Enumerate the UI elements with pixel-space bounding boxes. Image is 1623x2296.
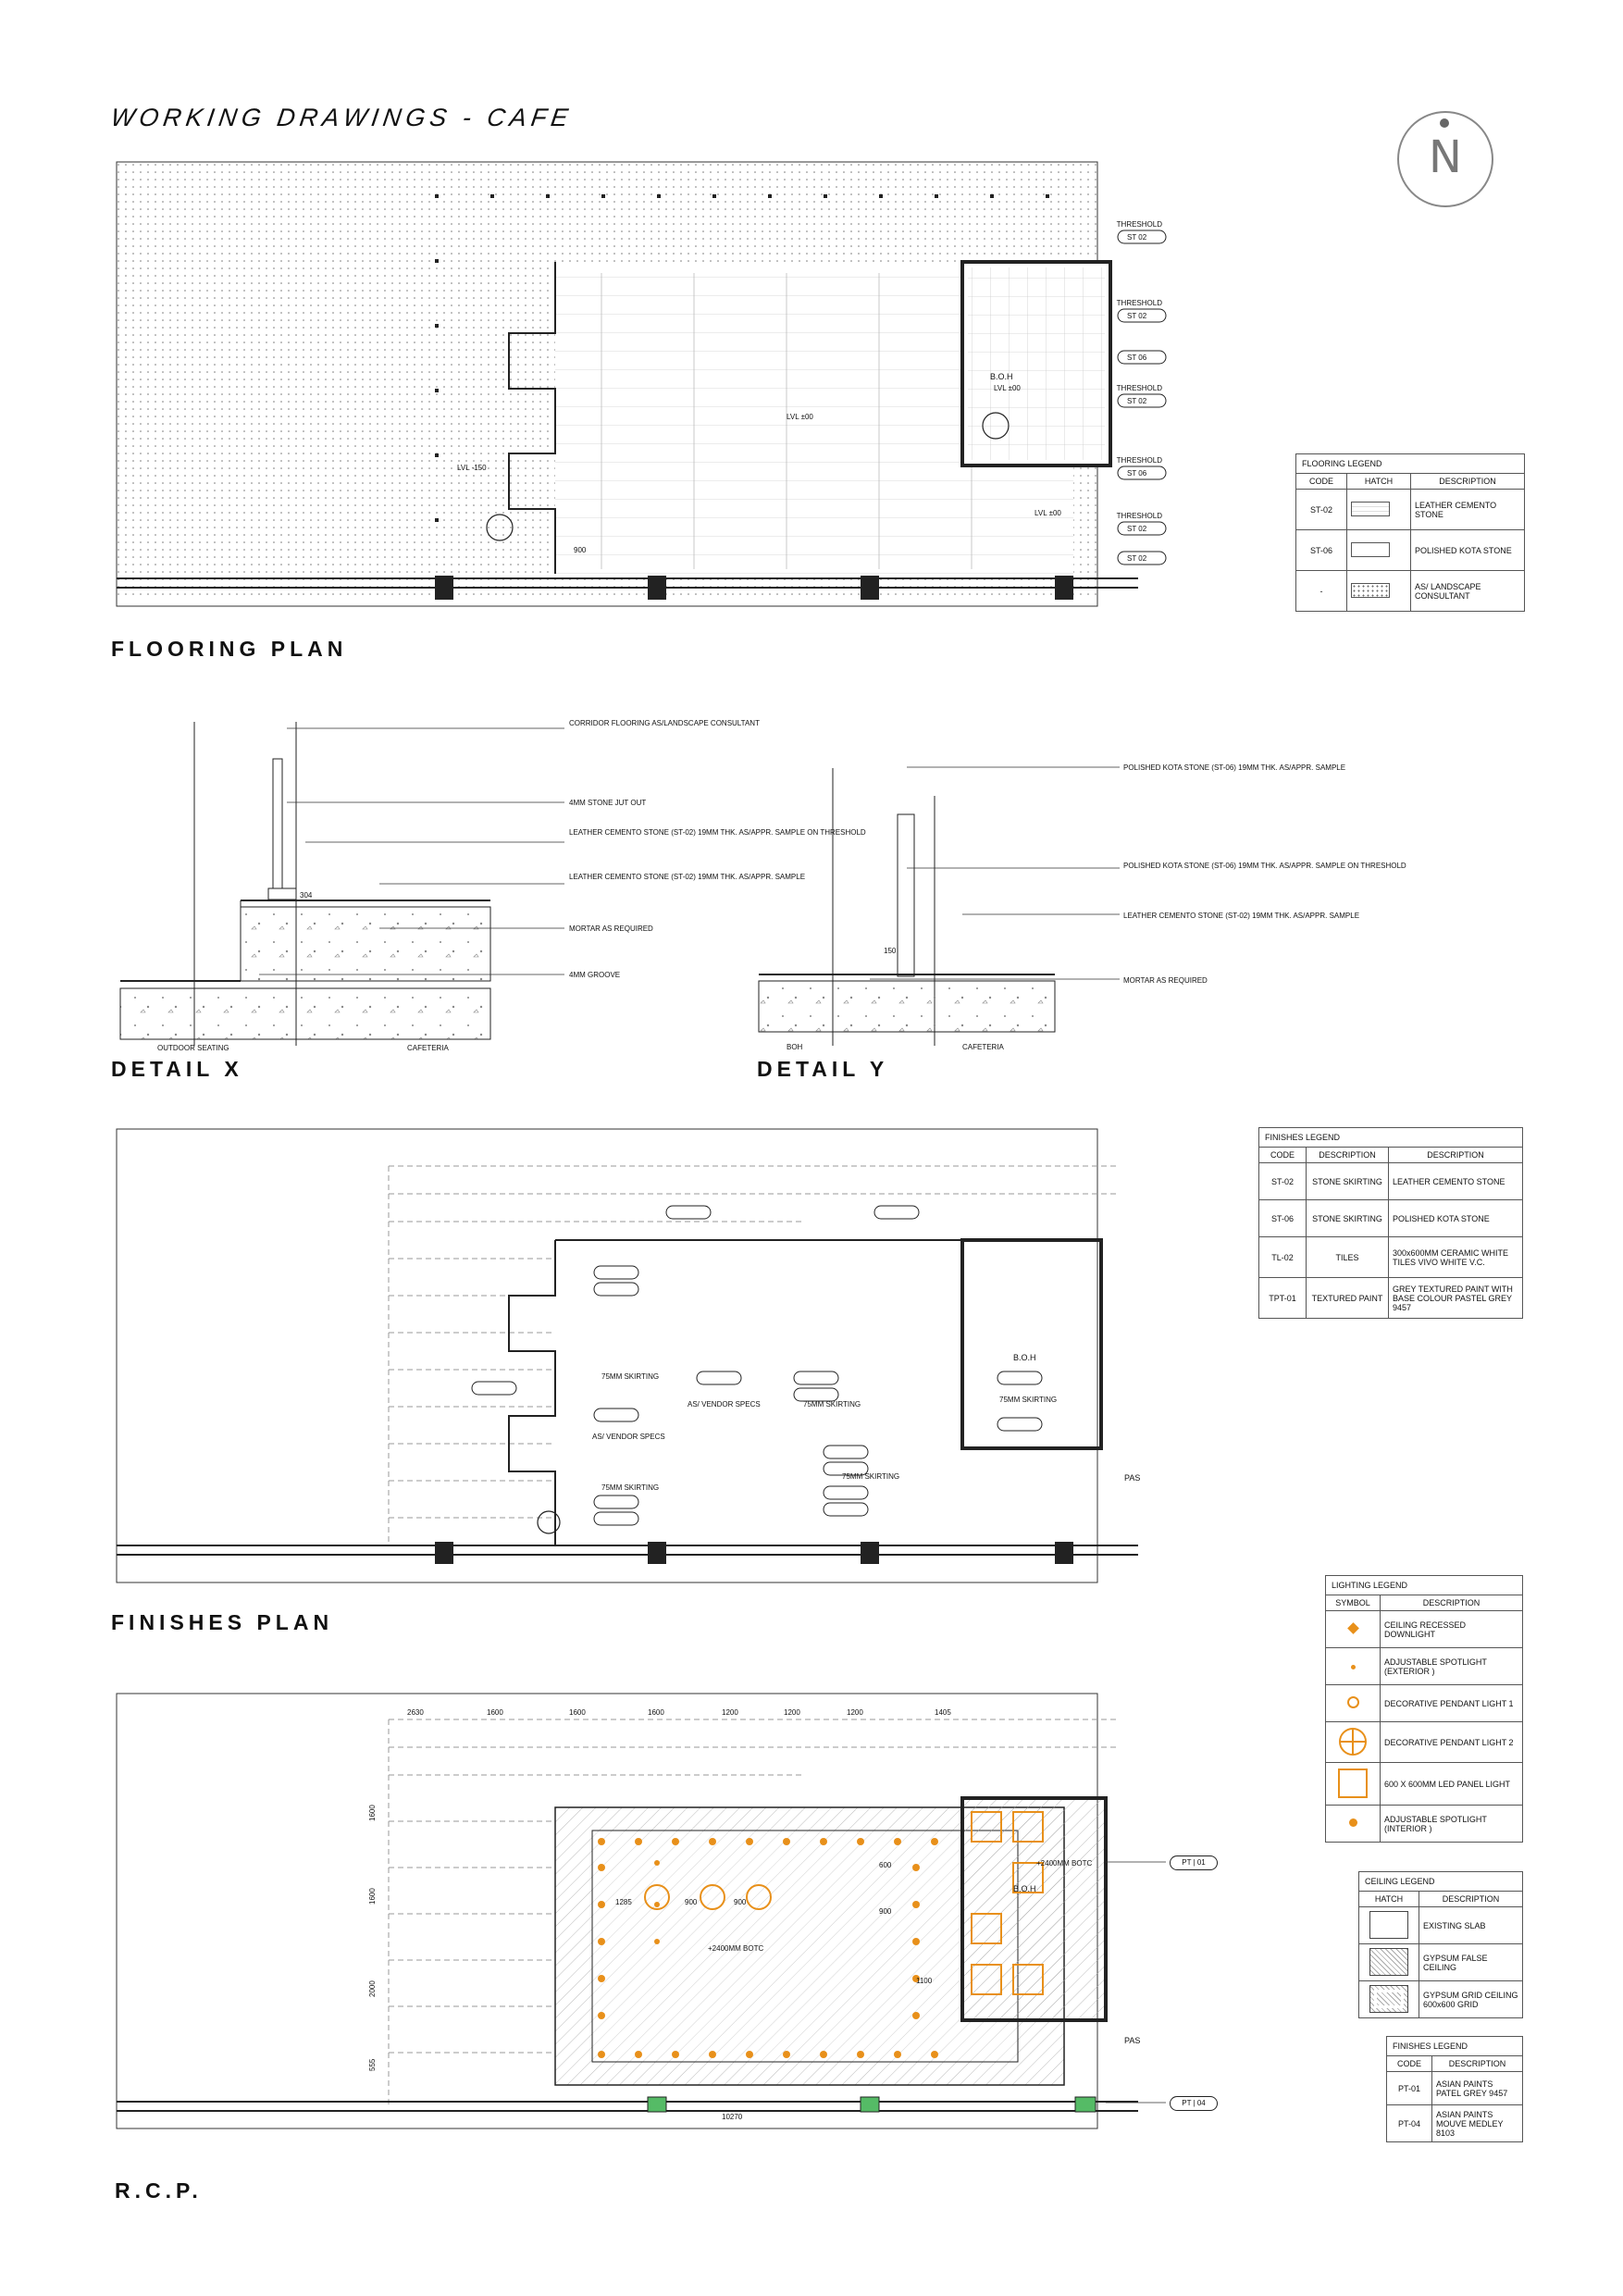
rcp-finishes-legend-code: PT-01: [1387, 2072, 1432, 2105]
flooring-legend-description: POLISHED KOTA STONE: [1411, 530, 1525, 571]
flooring-threshold-tag: [1117, 456, 1166, 479]
north-letter: N: [1429, 131, 1462, 183]
dot-hatch-swatch-icon: [1351, 583, 1390, 598]
flooring-legend-description: AS/ LANDSCAPE CONSULTANT: [1411, 571, 1525, 612]
interior-spotlight-mark: [598, 1938, 605, 1945]
flooring-legend-description: LEATHER CEMENTO STONE: [1411, 490, 1525, 530]
downlight-diamond-icon: [1347, 1622, 1359, 1634]
flooring-legend-code: -: [1296, 571, 1347, 612]
interior-spotlight-icon: [1349, 1818, 1357, 1827]
interior-spotlight-mark: [857, 1838, 864, 1845]
rcp-left-dim: 1600: [368, 1805, 377, 1821]
interior-spotlight-mark: [635, 2051, 642, 2058]
rcp-inner-dim: 900: [879, 1907, 892, 1916]
threshold-label: THRESHOLD: [1116, 220, 1162, 229]
finishes-legend-title: FINISHES LEGEND: [1259, 1128, 1523, 1148]
detail-x-right-label: CAFETERIA: [407, 1044, 449, 1052]
north-arrow-icon: [1397, 111, 1493, 207]
finishes-skirting-note: 75MM SKIRTING: [601, 1372, 660, 1381]
detail-y-right-label: CAFETERIA: [962, 1043, 1004, 1051]
finishes-legend-code: ST-02: [1259, 1163, 1307, 1200]
lighting-legend-description: DECORATIVE PENDANT LIGHT 2: [1381, 1722, 1523, 1763]
flooring-bottom-level: LVL ±00: [1035, 509, 1061, 517]
rcp-drawing: [102, 1673, 1166, 2154]
finishes-skirting-note: 75MM SKIRTING: [601, 1483, 660, 1492]
interior-spotlight-mark: [598, 1975, 605, 1982]
finishes-boh-label: B.O.H: [1013, 1353, 1036, 1362]
flooring-legend-header: CODE: [1296, 474, 1347, 490]
finishes-pas-label: PAS: [1124, 1473, 1141, 1483]
interior-spotlight-mark: [598, 1901, 605, 1908]
interior-spotlight-mark: [598, 2051, 605, 2058]
interior-spotlight-mark: [931, 1838, 938, 1845]
flooring-plan-title: FLOORING PLAN: [111, 637, 348, 661]
detail-x-dimension: 304: [300, 891, 313, 900]
slab-hatch-icon: [1369, 1911, 1408, 1939]
interior-spotlight-mark: [709, 1838, 716, 1845]
rcp-top-dim: 2630: [407, 1708, 424, 1717]
threshold-label: THRESHOLD: [1116, 512, 1162, 520]
detail-y-dimension: 150: [884, 947, 897, 955]
lighting-legend-description: CEILING RECESSED DOWNLIGHT: [1381, 1611, 1523, 1648]
flooring-main-level: LVL ±00: [787, 413, 813, 421]
finishes-plan-drawing: [102, 1111, 1166, 1592]
lighting-legend-description: ADJUSTABLE SPOTLIGHT (INTERIOR ): [1381, 1806, 1523, 1843]
rcp-finishes-legend-header: CODE: [1387, 2056, 1432, 2072]
detail-x-note: 4MM GROOVE: [569, 971, 621, 979]
exterior-spotlight-icon: [1351, 1665, 1356, 1669]
flooring-legend-header: HATCH: [1347, 474, 1411, 490]
interior-spotlight-mark: [672, 1838, 679, 1845]
detail-x-left-label: OUTDOOR SEATING: [157, 1044, 229, 1052]
detail-y-title: DETAIL Y: [757, 1057, 889, 1081]
threshold-label: THRESHOLD: [1116, 456, 1162, 465]
finishes-tag: [472, 1206, 1042, 1525]
interior-spotlight-mark: [857, 2051, 864, 2058]
detail-y-note: LEATHER CEMENTO STONE (ST-02) 19MM THK. AS/APPR. SAMPLE: [1123, 912, 1360, 920]
finishes-legend-code: TPT-01: [1259, 1278, 1307, 1319]
rcp-bottom-dim: 10270: [722, 2113, 743, 2121]
interior-spotlight-mark: [894, 2051, 901, 2058]
flooring-legend-header: DESCRIPTION: [1411, 474, 1525, 490]
pendant-ring-icon: [1347, 1696, 1359, 1708]
interior-spotlight-mark: [912, 1901, 920, 1908]
flooring-legend-code: ST-02: [1296, 490, 1347, 530]
rcp-main-ceiling: +2400MM BOTC: [708, 1944, 764, 1953]
rcp-top-dim: 1200: [847, 1708, 863, 1717]
rcp-finishes-legend-description: ASIAN PAINTS MOUVE MEDLEY 8103: [1432, 2105, 1523, 2142]
interior-spotlight-mark: [746, 2051, 753, 2058]
detail-y-drawing: [750, 759, 1406, 1055]
flooring-boh-label: B.O.H: [990, 372, 1013, 381]
flooring-legend: [1295, 453, 1525, 612]
finishes-legend-type: STONE SKIRTING: [1307, 1163, 1389, 1200]
flooring-plan-drawing: [102, 148, 1166, 629]
lighting-legend-header: DESCRIPTION: [1381, 1595, 1523, 1611]
lighting-legend-description: ADJUSTABLE SPOTLIGHT (EXTERIOR ): [1381, 1648, 1523, 1685]
ceiling-legend-description: GYPSUM GRID CEILING 600x600 GRID: [1419, 1981, 1523, 2018]
interior-spotlight-mark: [598, 1838, 605, 1845]
rcp-finishes-legend-header: DESCRIPTION: [1432, 2056, 1523, 2072]
interior-spotlight-mark: [912, 1938, 920, 1945]
flooring-legend-title: FLOORING LEGEND: [1296, 454, 1525, 474]
finishes-legend-code: ST-06: [1259, 1200, 1307, 1237]
interior-spotlight-mark: [894, 1838, 901, 1845]
flooring-threshold-tag: [1117, 512, 1166, 535]
finishes-legend: [1258, 1127, 1523, 1319]
threshold-code: ST 02: [1127, 554, 1147, 563]
exterior-spotlight-mark: [654, 1902, 660, 1907]
interior-spotlight-mark: [672, 2051, 679, 2058]
interior-spotlight-mark: [931, 2051, 938, 2058]
ceiling-legend-header: HATCH: [1359, 1892, 1419, 1907]
detail-x-title: DETAIL X: [111, 1057, 243, 1081]
interior-spotlight-mark: [746, 1838, 753, 1845]
rcp-pt-num: 04: [1196, 2099, 1206, 2107]
rcp-finishes-legend-description: ASIAN PAINTS PATEL GREY 9457: [1432, 2072, 1523, 2105]
threshold-label: THRESHOLD: [1116, 299, 1162, 307]
flooring-threshold-tag: [1117, 384, 1166, 407]
ceiling-legend-title: CEILING LEGEND: [1359, 1872, 1523, 1892]
rcp-pt-tag: PT | 04: [1170, 2096, 1218, 2111]
detail-y-note: POLISHED KOTA STONE (ST-06) 19MM THK. AS/APPR. SAMPLE: [1123, 763, 1346, 772]
interior-spotlight-mark: [598, 1864, 605, 1871]
finishes-skirting-note: 75MM SKIRTING: [999, 1396, 1058, 1404]
interior-spotlight-mark: [912, 2012, 920, 2019]
rcp-top-dim: 1405: [935, 1708, 951, 1717]
finishes-legend-description: GREY TEXTURED PAINT WITH BASE COLOUR PASTEL GREY 9457: [1389, 1278, 1523, 1319]
lighting-legend-header: SYMBOL: [1326, 1595, 1381, 1611]
lighting-legend-title: LIGHTING LEGEND: [1326, 1576, 1523, 1595]
finishes-skirting-note: 75MM SKIRTING: [842, 1472, 900, 1481]
exterior-spotlight-mark: [654, 1860, 660, 1866]
rcp-inner-dim: 600: [879, 1861, 892, 1869]
finishes-legend-header: DESCRIPTION: [1307, 1148, 1389, 1163]
interior-spotlight-mark: [635, 1838, 642, 1845]
flooring-threshold-tag: [1118, 351, 1166, 364]
threshold-code: ST 06: [1127, 354, 1147, 362]
interior-spotlight-mark: [709, 2051, 716, 2058]
rcp-boh-label: B.O.H: [1013, 1884, 1036, 1893]
rcp-finishes-legend-title: FINISHES LEGEND: [1387, 2037, 1523, 2056]
interior-spotlight-mark: [783, 2051, 790, 2058]
interior-spotlight-mark: [598, 2012, 605, 2019]
rcp-title: R.C.P.: [115, 2178, 203, 2203]
interior-spotlight-mark: [783, 1838, 790, 1845]
ceiling-legend-description: GYPSUM FALSE CEILING: [1419, 1944, 1523, 1981]
ceiling-legend-header: DESCRIPTION: [1419, 1892, 1523, 1907]
rcp-inner-dim: 900: [734, 1898, 747, 1906]
rcp-pt-tag: PT | 01: [1170, 1855, 1218, 1870]
finishes-legend-type: STONE SKIRTING: [1307, 1200, 1389, 1237]
grid-ceiling-hatch-icon: [1369, 1985, 1408, 2013]
rcp-left-dim: 555: [368, 2058, 377, 2071]
detail-x-note: LEATHER CEMENTO STONE (ST-02) 19MM THK. AS/APPR. SAMPLE: [569, 873, 806, 881]
finishes-legend-description: LEATHER CEMENTO STONE: [1389, 1163, 1523, 1200]
rcp-pt-code: PT: [1182, 2099, 1192, 2107]
interior-spotlight-mark: [912, 1864, 920, 1871]
ceiling-legend: [1358, 1871, 1523, 2018]
hatch-swatch-icon: [1351, 502, 1390, 516]
finishes-legend-type: TILES: [1307, 1237, 1389, 1278]
flooring-threshold-tag: [1117, 220, 1166, 243]
rcp-pt-code: PT: [1182, 1858, 1192, 1867]
finishes-legend-description: POLISHED KOTA STONE: [1389, 1200, 1523, 1237]
detail-y-note: MORTAR AS REQUIRED: [1123, 976, 1208, 985]
rcp-finishes-legend-code: PT-04: [1387, 2105, 1432, 2142]
finishes-plan-title: FINISHES PLAN: [111, 1610, 334, 1634]
interior-spotlight-mark: [820, 2051, 827, 2058]
finishes-legend-header: CODE: [1259, 1148, 1307, 1163]
rcp-boh-ceiling: +2400MM BOTC: [1036, 1859, 1093, 1868]
detail-x-note: LEATHER CEMENTO STONE (ST-02) 19MM THK. AS/APPR. SAMPLE ON THRESHOLD: [569, 828, 866, 837]
flooring-threshold-tag: [1118, 552, 1166, 565]
finishes-legend-description: 300x600MM CERAMIC WHITE TILES VIVO WHITE V.C.: [1389, 1237, 1523, 1278]
finishes-skirting-note: 75MM SKIRTING: [803, 1400, 861, 1409]
rcp-inner-dim: 1100: [916, 1977, 933, 1985]
flooring-boh-level: LVL ±00: [994, 384, 1021, 392]
flooring-left-level: LVL -150: [457, 464, 487, 472]
led-panel-square-icon: [1338, 1769, 1368, 1798]
rcp-left-dim: 2000: [368, 1980, 377, 1997]
rcp-pas-label: PAS: [1124, 2036, 1141, 2045]
detail-x-note: CORRIDOR FLOORING AS/LANDSCAPE CONSULTANT: [569, 719, 760, 727]
lighting-legend: [1325, 1575, 1523, 1843]
rcp-left-dim: 1600: [368, 1888, 377, 1905]
threshold-code: ST 06: [1127, 469, 1147, 478]
detail-y-left-label: BOH: [787, 1043, 803, 1051]
flooring-legend-code: ST-06: [1296, 530, 1347, 571]
rcp-inner-dim: 1285: [615, 1898, 632, 1906]
detail-x-note: MORTAR AS REQUIRED: [569, 925, 653, 933]
rcp-top-dim: 1200: [784, 1708, 800, 1717]
threshold-code: ST 02: [1127, 525, 1147, 533]
rcp-inner-dim: 900: [685, 1898, 698, 1906]
ceiling-legend-description: EXISTING SLAB: [1419, 1907, 1523, 1944]
exterior-spotlight-mark: [654, 1939, 660, 1944]
threshold-label: THRESHOLD: [1116, 384, 1162, 392]
lighting-legend-description: 600 X 600MM LED PANEL LIGHT: [1381, 1763, 1523, 1806]
rcp-top-dim: 1200: [722, 1708, 738, 1717]
finishes-legend-type: TEXTURED PAINT: [1307, 1278, 1389, 1319]
detail-x-note: 4MM STONE JUT OUT: [569, 799, 647, 807]
finishes-legend-code: TL-02: [1259, 1237, 1307, 1278]
finishes-vendor-note: AS/ VENDOR SPECS: [592, 1433, 665, 1441]
lighting-legend-description: DECORATIVE PENDANT LIGHT 1: [1381, 1685, 1523, 1722]
sheet-title: WORKING DRAWINGS - CAFE: [108, 104, 575, 131]
finishes-legend-header: DESCRIPTION: [1389, 1148, 1523, 1163]
rcp-finishes-legend: [1386, 2036, 1523, 2142]
hatch-swatch-icon: [1351, 542, 1390, 557]
flooring-dim-900: 900: [574, 546, 587, 554]
rcp-pt-num: 01: [1196, 1858, 1206, 1867]
interior-spotlight-mark: [820, 1838, 827, 1845]
threshold-code: ST 02: [1127, 312, 1147, 320]
gypsum-hatch-icon: [1369, 1948, 1408, 1976]
detail-y-note: POLISHED KOTA STONE (ST-06) 19MM THK. AS/APPR. SAMPLE ON THRESHOLD: [1123, 862, 1406, 870]
rcp-top-dim: 1600: [569, 1708, 586, 1717]
flooring-threshold-tag: [1117, 299, 1166, 322]
threshold-code: ST 02: [1127, 233, 1147, 242]
rcp-top-dim: 1600: [487, 1708, 503, 1717]
pendant-crosshair-icon: [1339, 1728, 1367, 1756]
finishes-vendor-note: AS/ VENDOR SPECS: [688, 1400, 761, 1409]
rcp-top-dim: 1600: [648, 1708, 664, 1717]
threshold-code: ST 02: [1127, 397, 1147, 405]
